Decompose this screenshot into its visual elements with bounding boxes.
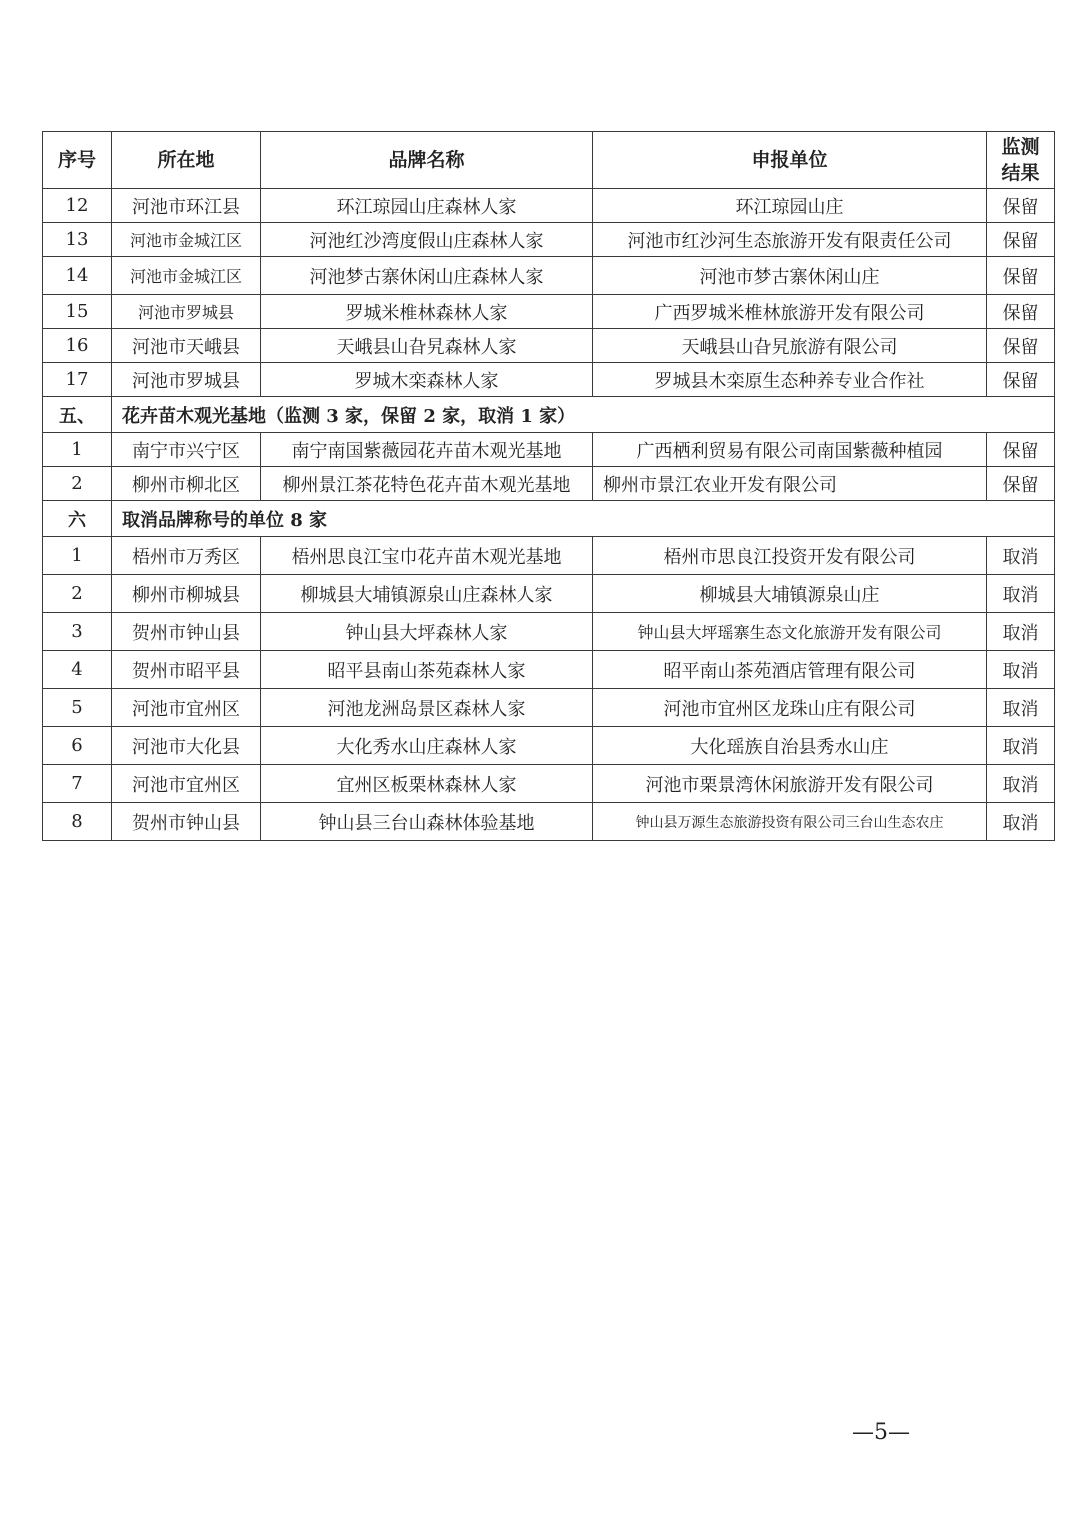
cell-result: 保留: [987, 433, 1055, 467]
cell-location: 河池市金城江区: [112, 223, 261, 257]
cell-applicant: 梧州市思良江投资开发有限公司: [593, 537, 987, 575]
cell-location: 柳州市柳北区: [112, 467, 261, 501]
table-row: [43, 295, 1055, 329]
table-row: [43, 189, 1055, 223]
cell-applicant: 广西罗城米椎林旅游开发有限公司: [593, 295, 987, 329]
table-row: [43, 537, 1055, 575]
section-title: 花卉苗木观光基地（监测 3 家，保留 2 家，取消 1 家）: [112, 397, 1055, 433]
cell-location: 河池市大化县: [112, 727, 261, 765]
header-result-line2: 结果: [1001, 162, 1040, 184]
cell-location: 河池市环江县: [112, 189, 261, 223]
cell-seq: 2: [43, 467, 112, 501]
section-title: 取消品牌称号的单位 8 家: [112, 501, 1055, 537]
cell-location: 贺州市钟山县: [112, 803, 261, 841]
cell-result: 取消: [987, 537, 1055, 575]
cell-applicant: 广西栖利贸易有限公司南国紫薇种植园: [593, 433, 987, 467]
cell-seq: 3: [43, 613, 112, 651]
section-number: 五、: [43, 397, 112, 433]
cell-applicant: 柳州市景江农业开发有限公司: [593, 467, 987, 501]
cell-seq: 4: [43, 651, 112, 689]
cell-result: 保留: [987, 257, 1055, 295]
data-table: [42, 131, 1055, 841]
cell-brand: 河池龙洲岛景区森林人家: [261, 689, 593, 727]
cell-result: 保留: [987, 189, 1055, 223]
cell-result: 取消: [987, 765, 1055, 803]
cell-seq: 5: [43, 689, 112, 727]
cell-brand: 钟山县大坪森林人家: [261, 613, 593, 651]
cell-seq: 6: [43, 727, 112, 765]
cell-applicant: 大化瑶族自治县秀水山庄: [593, 727, 987, 765]
cell-seq: 1: [43, 433, 112, 467]
table-row: [43, 765, 1055, 803]
cell-location: 河池市金城江区: [112, 257, 261, 295]
cell-seq: 7: [43, 765, 112, 803]
cell-result: 取消: [987, 651, 1055, 689]
header-brand: 品牌名称: [261, 132, 593, 189]
cell-applicant: 河池市宜州区龙珠山庄有限公司: [593, 689, 987, 727]
table-row: [43, 467, 1055, 501]
cell-seq: 1: [43, 537, 112, 575]
table-row: [43, 727, 1055, 765]
table-row: [43, 257, 1055, 295]
cell-location: 河池市宜州区: [112, 765, 261, 803]
cell-result: 保留: [987, 363, 1055, 397]
page-number: —5—: [852, 1420, 910, 1445]
cell-result: 取消: [987, 803, 1055, 841]
cell-seq: 16: [43, 329, 112, 363]
cell-seq: 8: [43, 803, 112, 841]
cell-applicant: 河池市栗景湾休闲旅游开发有限公司: [593, 765, 987, 803]
table-row: [43, 223, 1055, 257]
table-row: [43, 803, 1055, 841]
cell-brand: 宜州区板栗林森林人家: [261, 765, 593, 803]
table-row: [43, 433, 1055, 467]
table-row: [43, 363, 1055, 397]
cell-location: 河池市罗城县: [112, 295, 261, 329]
cell-brand: 大化秀水山庄森林人家: [261, 727, 593, 765]
table-row: [43, 329, 1055, 363]
cell-location: 河池市罗城县: [112, 363, 261, 397]
cell-brand: 环江琼园山庄森林人家: [261, 189, 593, 223]
cell-location: 河池市天峨县: [112, 329, 261, 363]
table-row: [43, 689, 1055, 727]
cell-applicant: 钟山县大坪瑶寨生态文化旅游开发有限公司: [593, 613, 987, 651]
cell-brand: 河池梦古寨休闲山庄森林人家: [261, 257, 593, 295]
table-header-row: [43, 132, 1055, 189]
cell-brand: 柳州景江茶花特色花卉苗木观光基地: [261, 467, 593, 501]
cell-seq: 14: [43, 257, 112, 295]
header-result: [987, 132, 1055, 189]
cell-result: 保留: [987, 223, 1055, 257]
section-row-5: [43, 397, 1055, 433]
table-row: [43, 613, 1055, 651]
cell-location: 河池市宜州区: [112, 689, 261, 727]
cell-location: 南宁市兴宁区: [112, 433, 261, 467]
header-applicant: 申报单位: [593, 132, 987, 189]
cell-brand: 昭平县南山茶苑森林人家: [261, 651, 593, 689]
cell-location: 梧州市万秀区: [112, 537, 261, 575]
header-location: 所在地: [112, 132, 261, 189]
cell-applicant: 柳城县大埔镇源泉山庄: [593, 575, 987, 613]
cell-brand: 钟山县三台山森林体验基地: [261, 803, 593, 841]
cell-location: 贺州市钟山县: [112, 613, 261, 651]
cell-brand: 罗城米椎林森林人家: [261, 295, 593, 329]
cell-result: 保留: [987, 467, 1055, 501]
cell-applicant: 天峨县山旮旯旅游有限公司: [593, 329, 987, 363]
cell-applicant: 环江琼园山庄: [593, 189, 987, 223]
header-seq: 序号: [43, 132, 112, 189]
section-row-6: [43, 501, 1055, 537]
cell-result: 保留: [987, 329, 1055, 363]
header-result-line1: 监测: [1001, 136, 1040, 158]
cell-applicant: 钟山县万源生态旅游投资有限公司三台山生态农庄: [593, 803, 987, 841]
cell-brand: 罗城木栾森林人家: [261, 363, 593, 397]
cell-result: 保留: [987, 295, 1055, 329]
cell-brand: 柳城县大埔镇源泉山庄森林人家: [261, 575, 593, 613]
cell-brand: 河池红沙湾度假山庄森林人家: [261, 223, 593, 257]
cell-applicant: 罗城县木栾原生态种养专业合作社: [593, 363, 987, 397]
cell-seq: 2: [43, 575, 112, 613]
cell-seq: 12: [43, 189, 112, 223]
cell-applicant: 河池市红沙河生态旅游开发有限责任公司: [593, 223, 987, 257]
cell-result: 取消: [987, 613, 1055, 651]
cell-brand: 天峨县山旮旯森林人家: [261, 329, 593, 363]
cell-location: 柳州市柳城县: [112, 575, 261, 613]
cell-seq: 17: [43, 363, 112, 397]
cell-seq: 15: [43, 295, 112, 329]
cell-result: 取消: [987, 689, 1055, 727]
cell-applicant: 昭平南山茶苑酒店管理有限公司: [593, 651, 987, 689]
cell-result: 取消: [987, 575, 1055, 613]
cell-result: 取消: [987, 727, 1055, 765]
cell-location: 贺州市昭平县: [112, 651, 261, 689]
cell-seq: 13: [43, 223, 112, 257]
table-row: [43, 575, 1055, 613]
cell-applicant: 河池市梦古寨休闲山庄: [593, 257, 987, 295]
cell-brand: 南宁南国紫薇园花卉苗木观光基地: [261, 433, 593, 467]
cell-brand: 梧州思良江宝巾花卉苗木观光基地: [261, 537, 593, 575]
section-number: 六: [43, 501, 112, 537]
table-row: [43, 651, 1055, 689]
